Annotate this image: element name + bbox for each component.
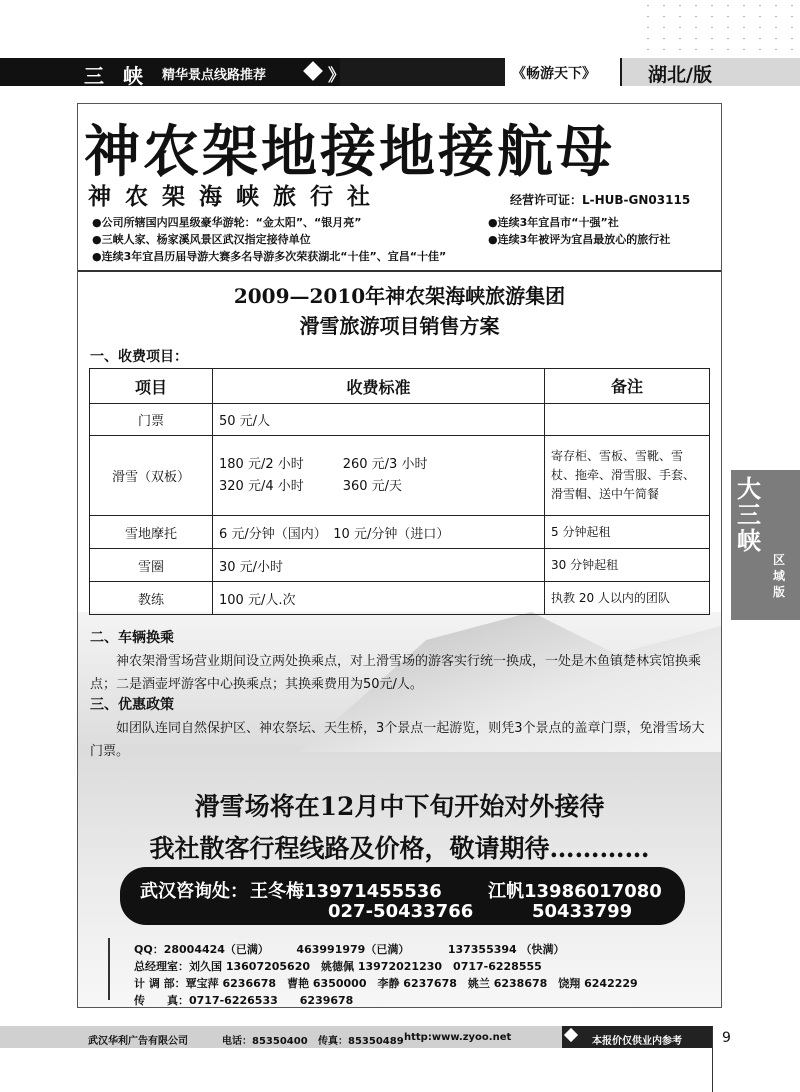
section-heading-transfer: 二、车辆换乘 [90, 630, 174, 646]
header-slogan: 精华景点线路推荐 [162, 68, 267, 83]
contact-person-1: 王冬梅13971455536 [250, 881, 442, 902]
table-cell-item: 教练 [90, 582, 213, 615]
footer-note: 本报价仅供业内参考 [592, 1036, 682, 1047]
chevron-right-icon: 》 [328, 66, 345, 86]
table-cell-price: 30 元/小时 [213, 549, 545, 582]
table-row [90, 404, 710, 436]
decorative-dot-grid [640, 0, 800, 55]
side-tab-subtitle: 区域版 [773, 553, 786, 599]
transfer-body: 神农架滑雪场营业期间设立两处换乘点，对上滑雪场的游客实行统一换成，一处是木鱼镇楚林宾馆换乘点；二是酒壶坪游客中心换乘点；其换乘费用为50元/人。 [90, 654, 702, 692]
section-heading-discount: 三、优惠政策 [90, 697, 174, 713]
sanxia-logo: 三 峡 [84, 64, 149, 88]
table-cell-price: 50 元/人 [213, 404, 545, 436]
bullet-item: ●连续3年宜昌市“十强”社 [488, 216, 619, 229]
side-tab-title: 大三峡 [737, 474, 761, 555]
fee-table [89, 368, 710, 615]
region-label: 湖北/版 [648, 64, 712, 86]
table-row [90, 549, 710, 582]
footer-divider [712, 1026, 713, 1092]
footer-fax: 传真：85350489 [318, 1036, 404, 1047]
contact-phone-1: 027-50433766 [328, 901, 474, 922]
magazine-name: 《畅游天下》 [512, 66, 596, 82]
bullet-item: ●连续3年被评为宜昌最放心的旅行社 [488, 233, 671, 246]
table-cell-price: 6 元/分钟（国内） 10 元/分钟（进口） [213, 516, 545, 549]
price-line: 180 元/2 小时 260 元/3 小时 [219, 456, 428, 472]
license-number: 经营许可证：L-HUB-GN03115 [510, 193, 691, 207]
table-cell-note: 寄存柜、雪板、雪靴、雪杖、拖牵、滑雪服、手套、滑雪帽、送中午简餐 [545, 436, 710, 516]
table-cell-item: 门票 [90, 404, 213, 436]
divider [78, 270, 721, 272]
table-cell-note: 执教 20 人以内的团队 [545, 582, 710, 615]
bullet-item: ●公司所辖国内四星级豪华游轮：“金太阳”、“银月亮” [92, 216, 362, 229]
contact-person-2: 江帆13986017080 [488, 881, 662, 902]
table-row [90, 582, 710, 615]
table-header: 备注 [545, 369, 710, 404]
footer-phone: 电话：85350400 [222, 1036, 308, 1047]
table-header: 收费标准 [213, 369, 545, 404]
table-cell-item: 雪地摩托 [90, 516, 213, 549]
bullet-item: ●三峡人家、杨家溪风景区武汉指定接待单位 [92, 233, 311, 246]
announcement-opening: 滑雪场将在12月中下旬开始对外接待 [194, 792, 605, 821]
table-cell-item: 雪圈 [90, 549, 213, 582]
info-fax: 传 真：0717-6226533 6239678 [134, 994, 354, 1007]
table-row [90, 516, 710, 549]
info-planning: 计 调 部：覃宝萍 6236678 曹艳 6350000 李静 6237678 姚兰 6238678 饶翔 6242229 [134, 977, 638, 990]
page-number: 9 [722, 1030, 731, 1046]
section-heading-fees: 一、收费项目： [90, 349, 188, 365]
table-cell-price [213, 436, 545, 516]
discount-body: 如团队连同自然保护区、神农祭坛、天生桥，3个景点一起游览，则凭3个景点的盖章门票，免滑雪场大门票。 [90, 721, 705, 759]
footer-url[interactable]: http:www.zyoo.net [404, 1032, 512, 1043]
announcement-itinerary: 我社散客行程线路及价格，敬请期待………… [149, 834, 650, 863]
info-qq: QQ：28004424（已满） 463991979（已满） 137355394 （快满） [134, 943, 565, 956]
plan-title-line2: 滑雪旅游项目销售方案 [299, 314, 500, 338]
table-cell-note [545, 404, 710, 436]
table-header: 项目 [90, 369, 213, 404]
bullet-item: ●连续3年宜昌历届导游大赛多名导游多次荣获湖北“十佳”、宜昌“十佳” [92, 250, 447, 263]
contact-phone-2: 50433799 [532, 901, 633, 922]
footer-company: 武汉华利广告有限公司 [88, 1036, 188, 1047]
table-row [90, 436, 710, 516]
table-cell-price: 100 元/人.次 [213, 582, 545, 615]
company-name: 神农架海峡旅行社 [88, 184, 384, 210]
plan-title-line1: 2009—2010年神农架海峡旅游集团 [233, 284, 566, 308]
ad-title: 神农架地接地接航母 [84, 119, 615, 185]
table-cell-note: 5 分钟起租 [545, 516, 710, 549]
info-manager: 总经理室：刘久国 13607205620 姚德佩 13972021230 0717-6228555 [134, 960, 542, 973]
info-divider [108, 938, 110, 1000]
table-cell-item: 滑雪（双板） [90, 436, 213, 516]
price-line: 320 元/4 小时 360 元/天 [219, 478, 403, 494]
table-header-row [90, 369, 710, 404]
table-cell-note: 30 分钟起租 [545, 549, 710, 582]
contact-label: 武汉咨询处： [140, 881, 248, 902]
